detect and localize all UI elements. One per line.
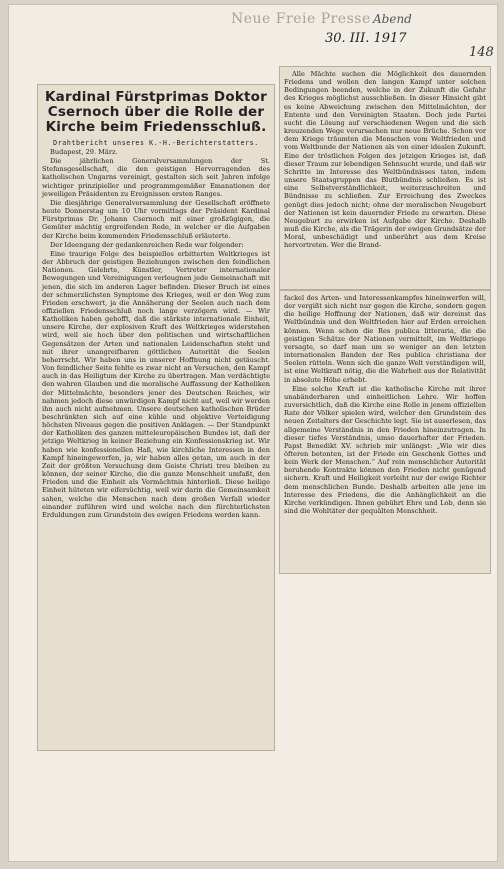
paragraph: fackel des Arten- und Interessenkampfes hineinwerfen will, der vergißt sich nicht nur gegen die Kirche, sondern gegen die heilige Hoffnung der Nationen, daß wir dereinst das Weltbündnis und den Weltfrieden hier auf Erden erreichen können. Wenn schon die Res publica litteraria, die die geistigen Schätze der Nationen vermittelt, im Weltkriege versagte, so darf man um so weniger an den letzten internationalen Banden der Res publica christiana der Seelen rütteln. Wenn sich die ganze Welt verständigen will, ist eine Weltkraft nötig, die die Wahrheit aus der Relativität in absolute Höhe erhebt.: [284, 294, 486, 384]
article-headline: Kardinal Fürstprimas Doktor Csernoch über die Rolle der Kirche beim Friedensschluß.: [45, 89, 267, 135]
paragraph: Die jährlichen Generalversammlungen der St. Stefansgesellschaft, die den geistigen Hervorragenden des katholischen Ungarns vereinigt, gestalten sich seit Jahren infolge wichtiger prinzipieller und programmgemäßer Emanationen der jeweiligen Präsidenten zu Ereignissen ersten Ranges.: [42, 157, 270, 198]
clipping-column-3: [280, 291, 490, 573]
paragraph: Die diesjährige Generalversammlung der Gesellschaft eröffnete heute Donnerstag um 10 Uhr vormittags der Präsident Kardinal Fürstprimas Dr. Johann Csernoch mit einer großzügigen, die Gemüter mächtig ergreifenden Rede, in welcher er die Aufgaben der Kirche beim kommenden Friedensschluß erläuterte.: [42, 198, 270, 240]
page-number: 148: [469, 45, 494, 60]
clipping-column-2: [280, 67, 490, 289]
handwritten-note: Abend: [373, 12, 412, 26]
article-place-date: Budapest, 29. März.: [50, 148, 118, 156]
paragraph: Eine solche Kraft ist die katholische Kirche mit ihrer unabänderbaren und einheitlichen Lehre. Wir hoffen zuversichtlich, daß die Kirche eine Rolle in jenem offiziellen Rate der Völker spielen wird, welcher den Grundstein des neuen Zeitalters der Geschichte legt. Sie ist auserlesen, das allgemeine Verständnis in den Frieden hineinzutragen. In dieser tiefes Verständnis, umso dauerhafter der Frieden. Papst Benedikt XV. schrieb mir unlängst: „Wie wir dies öfteren betonten, ist der Friede ein Geschenk Gottes und kein Werk der Menschen.“ Auf rein menschlicher Autorität beruhende Kontrakte können den Frieden nicht genügend sichern. Kraft und Heiligkeit verleiht nur der ewige Richter dem menschlichen Bunde. Deshalb arbeiten alle jene im Interesse des Friedens, die die Anhänglichkeit an die Kirche verkündigen. Ihnen gebührt Ehre und Lob, denn sie sind die Wohltäter der gequälten Menschheit.: [284, 384, 486, 516]
handwritten-date: 30. III. 1917: [325, 31, 407, 46]
article-dateline: Drahtbericht unseres K.-H.-Berichterstatters.: [53, 139, 259, 147]
paragraph: Alle Mächte suchen die Möglichkeit des dauernden Friedens und wollen den langen Kampf unter solchen Bedingungen beenden, welche in der Zukunft die Gefahr des Krieges möglichst ausschließen. In dieser Hinsicht gibt es keine Abweichung zwischen den Mittelmächten, der Entente und den Vereinigten Staaten. Doch jede Partei sucht die Lösung auf verschiedenen Wegen und die sich kreuzenden Wege verursachen nur neue Brüche. Schon vor dem Kriege träumten die Menschen vom Weltfrieden und vom Weltbunde der Nationen als von einer idealen Zukunft. Eine der tröstlichen Folgen des jetzigen Krieges ist, daß dieser Traum zur lebendigen Sehnsucht wurde, und daß wir Schritte im Interesse des Weltbündnisses taten, indem unsere Staatsgruppen das Blutbündnis schließen. Es ist eine Selbstverständlichkeit, weiterzuschreiten und Bündnisse zu schließen. Zur Erreichung des Zweckes genügt dies jedoch nicht; ohne der moralischen Neugeburt der Nationen ist kein dauernder Friede zu erwarten. Diese Neugeburt zu erwirken ist Aufgabe der Kirche. Deshalb muß die Kirche, als die Trägerin der ewigen Grundsätze der Moral, unbeschädigt und unberührt aus dem Kreise hervortreten. Wer die Brand-: [284, 70, 486, 250]
newspaper-name: Neue Freie Presse: [231, 11, 371, 27]
paragraph: Eine traurige Folge des beispiellos erbitterten Weltkrieges ist der Abbruch der geistigen Beziehungen zwischen den feindlichen Nationen. Gelehrte, Künstler, Vertreter internationaler Bewegungen und Vereinigungen verleugnen jede Gemeinschaft mit jenen, die sich im anderen Lager befinden. Dieser Bruch ist eines der schmerzlichsten Symptome des Krieges, weil er den Weg zum Frieden erschwert, ja die Annäherung der Seelen auch nach dem offiziellen Friedensschluß noch lange verzögern wird. — Wir Katholiken haben gehofft, daß die stärkste internationale Einheit, unsere Kirche, der explosiven Kraft des Weltkrieges widerstehen wird, weil sie hoch über den politischen und wirtschaftlichen Gegensätzen der Arten und nationalen Leidenschaften steht und mit ihrer unangreifbaren göttlichen Autorität die Seelen beherrscht. Wir haben uns in unserer Hoffnung nicht getäuscht. Von feindlicher Seite fehlte es zwar nicht an Versuchen, den Kampf auch in das Heiligtum der Kirche zu übertragen. Man verdächtigte den wahren Glauben und die moralische Auffassung der Katholiken der Mittelmächte, besonders jener des Deutschen Reiches, wir nahmen jedoch diese unwürdigen Kampf nicht auf, weil wir werden ihn auch nicht aufnehmen. Unsere deutschen katholischen Brüder beschränkten sich auf eine kühle und objektive Verteidigung höchsten Niveaus gegen die positiven Anklagen. — Der Standpunkt der Katholiken des ganzen mitteleuropäischen Bundes ist, daß der jetzige Weltkrieg in keiner Beziehung ein Konfessionskrieg ist. Wir haben wie konfessionellen Haß, wie kirchliche Interessen in den Kampf hineingeworfen, ja, wir haben alles getan, um auch in der Zeit der größten Versuchung dem Geiste Christi treu bleiben zu können, der seiner Kirche, die die ganze Menschheit umfaßt, den Frieden und die Einheit als Vermächtnis hinterließ. Diese heilige Einheit hüteten wir eifersüchtig, weil wir darin die Gemeinsamkeit sahen, welche die Menschen nach dem großen Verfall wieder einander zuführen wird und welche nach den fürchterlichsten Erduldungen zum Grundstein des ewigen Friedens werden kann.: [42, 249, 270, 519]
clipping-column-1: [38, 85, 274, 750]
paragraph: Der Ideengang der gedankenreichen Rede war folgender:: [50, 240, 244, 249]
